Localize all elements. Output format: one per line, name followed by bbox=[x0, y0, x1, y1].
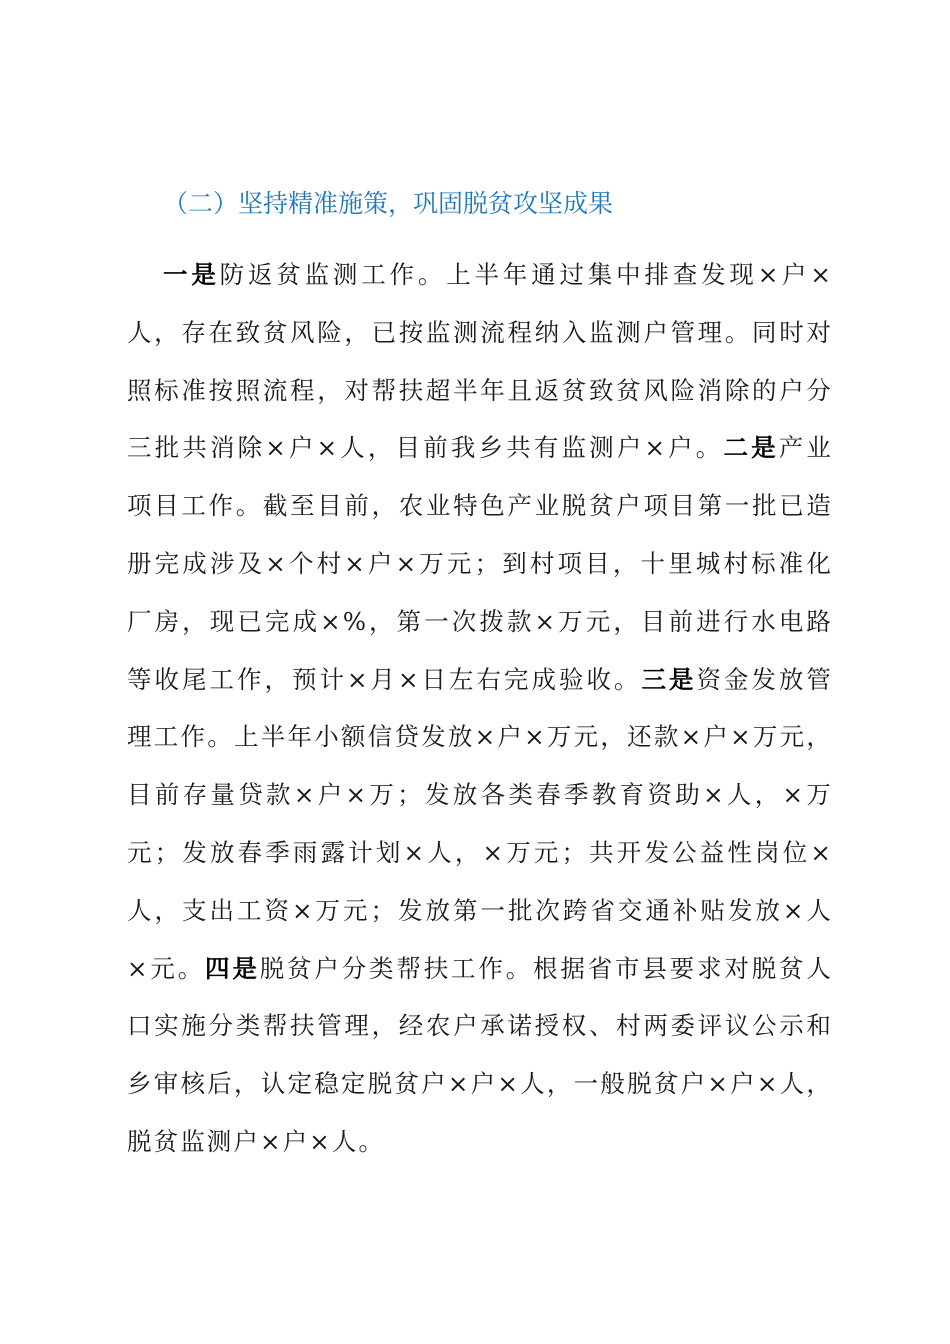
point-text-4: 脱贫户分类帮扶工作。根据省市县要求对脱贫人口实施分类帮扶管理，经农户承诺授权、村两委评议公示和乡审核后，认定稳定脱贫户×户×人，一般脱贫户×户×人，脱贫监测户×户×人。 bbox=[127, 953, 833, 1156]
point-lead-1: 一是 bbox=[163, 260, 220, 289]
body-paragraph bbox=[127, 246, 833, 1171]
point-lead-2: 二是 bbox=[723, 433, 779, 463]
point-text-2: 产业项目工作。截至目前，农业特色产业脱贫户项目第一批已造册完成涉及×个村×户×万元；到村项目，十里城村标准化厂房，现已完成×%，第一次拨款×万元，目前进行水电路等收尾工作，预计×月×日左右完成验收。 bbox=[127, 433, 834, 694]
point-lead-3: 三是 bbox=[641, 664, 697, 694]
point-lead-4: 四是 bbox=[205, 953, 260, 983]
point-text-1: 防返贫监测工作。上半年通过集中排查发现×户×人，存在致贫风险，已按监测流程纳入监测户管理。同时对照标准按照流程，对帮扶超半年且返贫致贫风险消除的户分三批共消除×户×人，目前我乡共有监测户×户。 bbox=[127, 260, 833, 463]
point-text-3: 资金发放管理工作。上半年小额信贷发放×户×万元，还款×户×万元，目前存量贷款×户×万；发放各类春季教育资助×人，×万元；发放春季雨露计划×人，×万元；共开发公益性岗位×人，支出工资×万元；发放第一批次跨省交通补贴发放×人×元。 bbox=[127, 664, 834, 983]
section-heading: （二）坚持精准施策，巩固脱贫攻坚成果 bbox=[163, 189, 614, 218]
